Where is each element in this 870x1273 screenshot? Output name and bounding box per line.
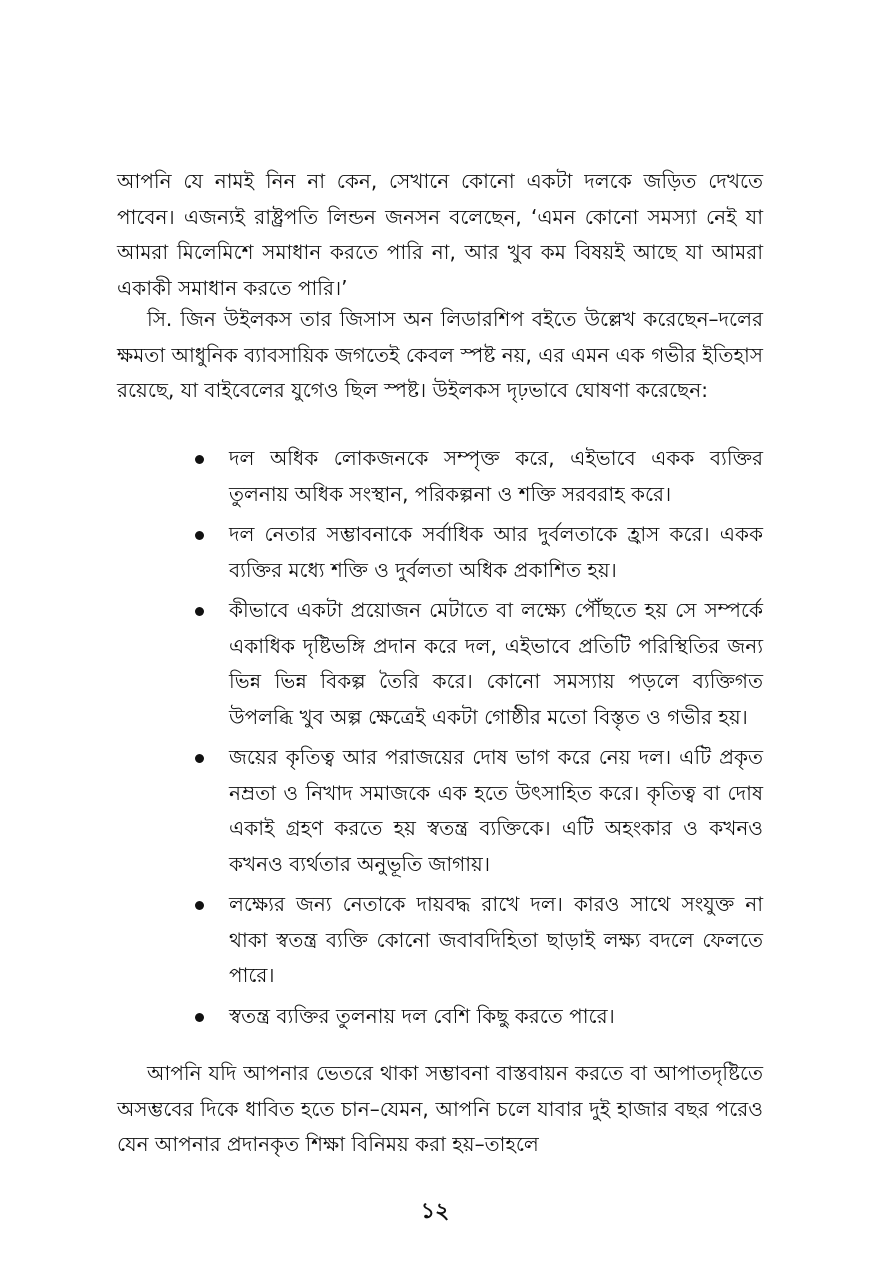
paragraph-intro: আপনি যে নামই নিন না কেন, সেখানে কোনো একটা দলকে জড়িত দেখতে পাবেন। এজন্যই রাষ্ট্রপতি লিন্ডন জনসন বলেছেন, ‘এমন কোনো সমস্যা নেই যা আমরা মিলেমিশে সমাধান করতে পারি না, আর খুব কম বিষয়ই আছে যা আমরা একাকী সমাধান করতে পারি।’ bbox=[117, 169, 763, 300]
bullet-item bbox=[193, 887, 763, 994]
bullet-text: জয়ের কৃতিত্ব আর পরাজয়ের দোষ ভাগ করে নেয় দল। এটি প্রকৃত নম্রতা ও নিখাদ সমাজকে এক হতে উৎসাহিত করে। কৃতিত্ব বা দোষ একাই গ্রহণ করতে হয় স্বতন্ত্র ব্যক্তিকে। এটি অহংকার ও কখনও কখনও ব্যর্থতার অনুভূতি জাগায়। bbox=[229, 745, 763, 876]
paragraph-wilkes: সি. জিন উইলকস তার জিসাস অন লিডারশিপ বইতে উল্লেখ করেছেন–দলের ক্ষমতা আধুনিক ব্যাবসায়িক জগতেই কেবল স্পষ্ট নয়, এর এমন এক গভীর ইতিহাস রয়েছে, যা বাইবেলের যুগেও ছিল স্পষ্ট। উইলকস দৃঢ়ভাবে ঘোষণা করেছেন: bbox=[117, 307, 763, 402]
bullet-text: স্বতন্ত্র ব্যক্তির তুলনায় দল বেশি কিছু করতে পারে। bbox=[229, 1003, 615, 1028]
bullet-text: দল অধিক লোকজনকে সম্পৃক্ত করে, এইভাবে একক ব্যক্তির তুলনায় অধিক সংস্থান, পরিকল্পনা ও শক্তি সরবরাহ করে। bbox=[229, 446, 763, 506]
bullet-text: দল নেতার সম্ভাবনাকে সর্বাধিক আর দুর্বলতাকে হ্রাস করে। একক ব্যক্তির মধ্যে শক্তি ও দুর্বলতা অধিক প্রকাশিত হয়। bbox=[229, 522, 763, 582]
bullet-item bbox=[193, 593, 763, 735]
paragraph-closing: আপনি যদি আপনার ভেতরে থাকা সম্ভাবনা বাস্তবায়ন করতে বা আপাতদৃষ্টিতে অসম্ভবের দিকে ধাবিত হতে চান–যেমন, আপনি চলে যাবার দুই হাজার বছর পরেও যেন আপনার প্রদানকৃত শিক্ষা বিনিময় করা হয়–তাহলে bbox=[117, 1061, 763, 1156]
bullet-dot-icon bbox=[195, 531, 204, 540]
bullet-dot-icon bbox=[195, 754, 204, 763]
bullet-item bbox=[193, 517, 763, 588]
bullet-dot-icon bbox=[195, 607, 204, 616]
bullet-item bbox=[193, 999, 763, 1035]
bullet-text: কীভাবে একটা প্রয়োজন মেটাতে বা লক্ষ্যে পৌঁছতে হয় সে সম্পর্কে একাধিক দৃষ্টিভঙ্গি প্রদান করে দল, এইভাবে প্রতিটি পরিস্থিতির জন্য ভিন্ন ভিন্ন বিকল্প তৈরি করে। কোনো সমস্যায় পড়লে ব্যক্তিগত উপলব্ধি খুব অল্প ক্ষেত্রেই একটা গোষ্ঠীর মতো বিস্তৃত ও গভীর হয়। bbox=[229, 598, 763, 729]
bullet-list bbox=[193, 441, 763, 1039]
bullet-text: লক্ষ্যের জন্য নেতাকে দায়বদ্ধ রাখে দল। কারও সাথে সংযুক্ত না থাকা স্বতন্ত্র ব্যক্তি কোনো জবাবদিহিতা ছাড়াই লক্ষ্য বদলে ফেলতে পারে। bbox=[229, 892, 763, 987]
page-number: ১২ bbox=[420, 1199, 450, 1224]
bullet-dot-icon bbox=[195, 1013, 204, 1022]
bullet-dot-icon bbox=[195, 455, 204, 464]
bullet-item bbox=[193, 740, 763, 882]
bullet-dot-icon bbox=[195, 901, 204, 910]
bullet-item bbox=[193, 441, 763, 512]
